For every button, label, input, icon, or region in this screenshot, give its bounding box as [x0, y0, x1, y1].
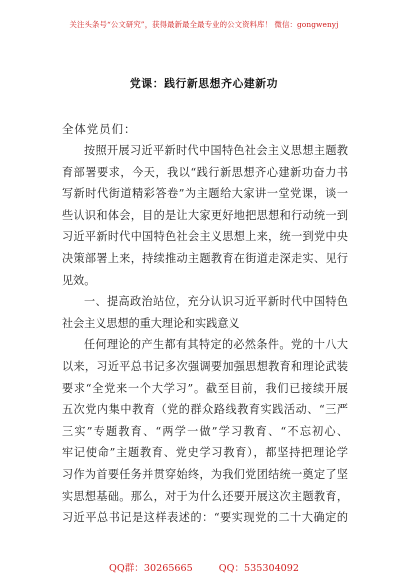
footer-qq-group: QQ群：30265665 — [108, 563, 193, 574]
body-line: 决策部署上来，持续推动主题教育在街道走深走实、见行 — [62, 251, 348, 265]
header-notice-text: 关注头条号“公文研究”，获得最新最全最专业的公文资料库！ — [69, 20, 273, 29]
document-body — [62, 140, 348, 529]
document-title: 党课：践行新思想齐心建新功 — [129, 77, 279, 90]
body-line: 习近平总书记是这样表述的：“要实现党的二十大确定的 — [62, 511, 348, 525]
wechat-label: 微信： — [274, 20, 297, 29]
body-line: 一、提高政治站位，充分认识习近平新时代中国特色 — [84, 295, 348, 309]
body-line: 任何理论的产生都有其特定的必然条件。党的十八大 — [84, 338, 348, 352]
body-line: 按照开展习近平新时代中国特色社会主义思想主题教 — [84, 144, 348, 157]
footer-qq: QQ：535304092 — [218, 563, 299, 574]
body-line: 要求“全党来一个大学习”。截至目前，我们已接续开展 — [62, 381, 348, 395]
greeting: 全体党员们： — [62, 122, 137, 136]
body-line: 五次党内集中教育（党的群众路线教育实践活动、“三严 — [62, 403, 348, 417]
body-line: 牢记使命”主题教育、党史学习教育），都坚持把理论学 — [62, 446, 348, 460]
body-line: 习作为首要任务并贯穿始终，为我们党团结统一奠定了坚 — [62, 467, 348, 481]
wechat-id: gongwenyj — [296, 20, 339, 29]
body-line: 社会主义思想的重大理论和实践意义 — [62, 316, 240, 330]
body-line: 实思想基础。那么，对于为什么还要开展这次主题教育， — [62, 489, 348, 503]
body-line: 三实”专题教育、“两学一做”学习教育、“不忘初心、 — [62, 424, 348, 438]
body-line: 育部署要求，今天，我以“践行新思想齐心建新功奋力书 — [62, 165, 348, 179]
header-notice — [0, 19, 408, 30]
footer-contacts — [0, 560, 408, 574]
body-line: 写新时代街道精彩答卷”为主题给大家讲一堂党课，谈一 — [62, 187, 348, 201]
body-line: 些认识和体会，目的是让大家更好地把思想和行动统一到 — [62, 208, 348, 222]
body-line: 以来，习近平总书记多次强调要加强思想教育和理论武装 — [62, 359, 348, 373]
body-line: 习近平新时代中国特色社会主义思想上来，统一到党中央 — [62, 230, 348, 244]
body-line: 见效。 — [62, 273, 96, 287]
